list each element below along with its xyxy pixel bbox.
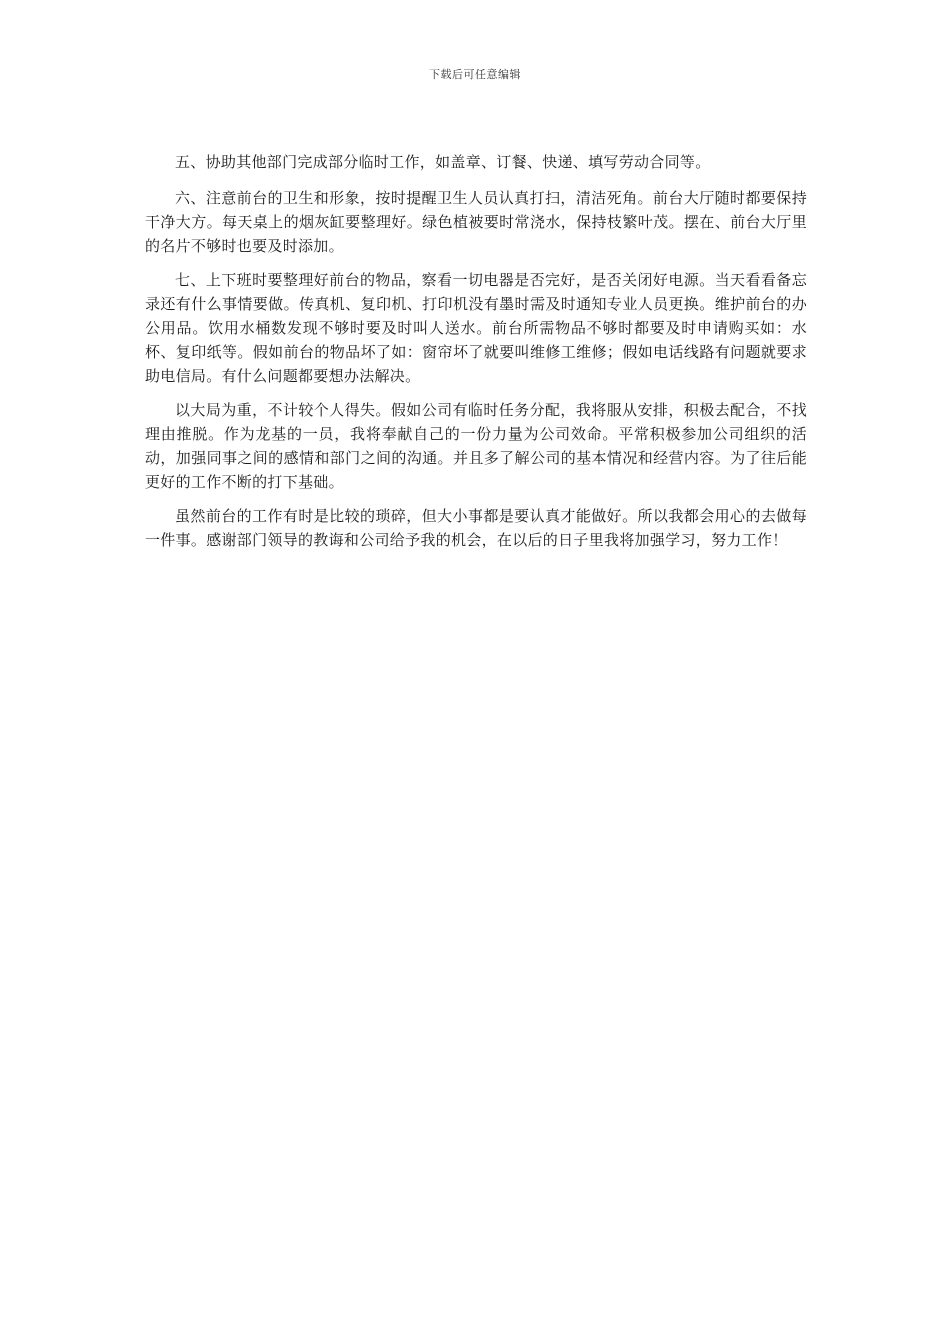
paragraph-conclusion: 虽然前台的工作有时是比较的琐碎，但大小事都是要认真才能做好。所以我都会用心的去做每一件事。感谢部门领导的教诲和公司给予我的机会，在以后的日子里我将加强学习，努力工作！ [145,507,807,549]
document-body [145,150,807,562]
page-header: 下载后可任意编辑 [429,68,521,81]
paragraph-5-assist-departments: 五、协助其他部门完成部分临时工作，如盖章、订餐、快递、填写劳动合同等。 [175,153,711,171]
paragraph-6-hygiene-image: 六、注意前台的卫生和形象，按时提醒卫生人员认真打扫，清洁死角。前台大厅随时都要保持干净大方。每天桌上的烟灰缸要整理好。绿色植被要时常浇水，保持枝繁叶茂。摆在、前台大厅里的名片不够时也要及时添加。 [145,189,807,255]
paragraph-7-front-desk-items: 七、上下班时要整理好前台的物品，察看一切电器是否完好，是否关闭好电源。当天看看备忘录还有什么事情要做。传真机、复印机、打印机没有墨时需及时通知专业人员更换。维护前台的办公用品。饮用水桶数发现不够时要及时叫人送水。前台所需物品不够时都要及时申请购买如：水杯、复印纸等。假如前台的物品坏了如：窗帘坏了就要叫维修工维修；假如电话线路有问题就要求助电信局。有什么问题都要想办法解决。 [145,271,807,385]
paragraph-team-spirit: 以大局为重，不计较个人得失。假如公司有临时任务分配，我将服从安排，积极去配合，不找理由推脱。作为龙基的一员，我将奉献自己的一份力量为公司效命。平常积极参加公司组织的活动，加强同事之间的感情和部门之间的沟通。并且多了解公司的基本情况和经营内容。为了往后能更好的工作不断的打下基础。 [145,401,807,491]
